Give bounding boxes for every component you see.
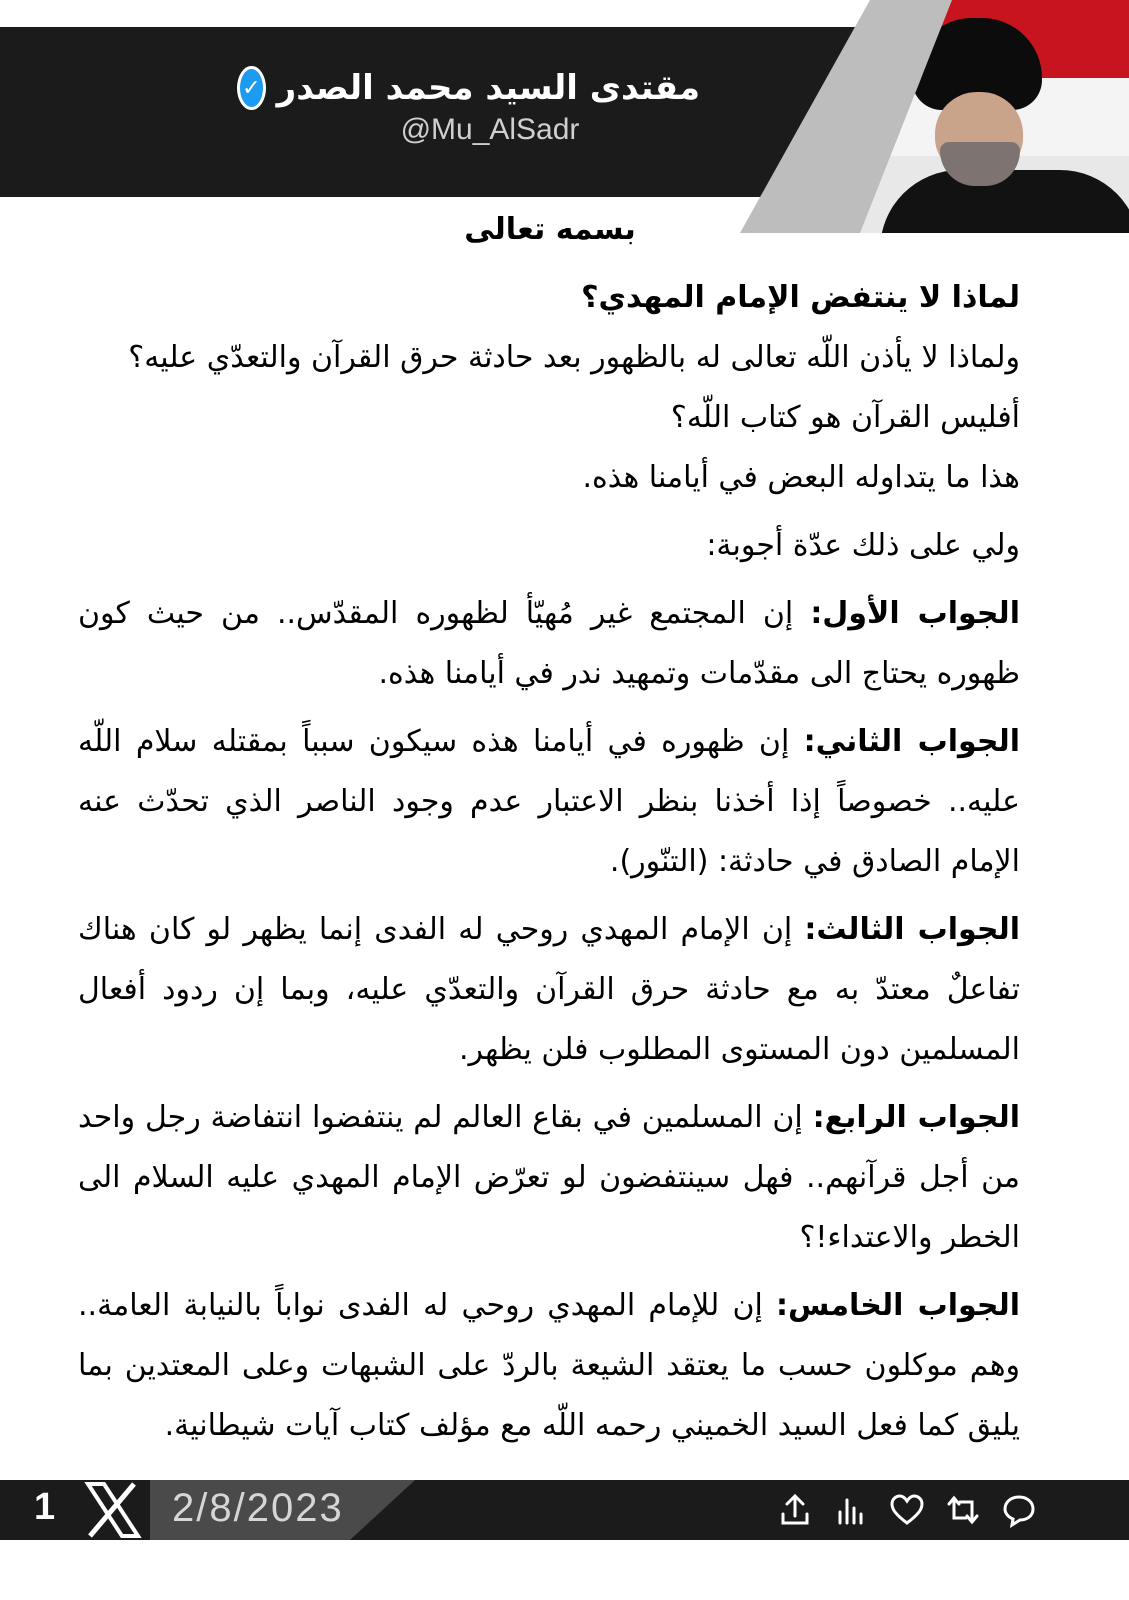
answer-paragraph — [78, 712, 1020, 892]
question-line: هذا ما يتداوله البعض في أيامنا هذه. — [582, 460, 1020, 495]
question-title: لماذا لا ينتفض الإمام المهدي؟ — [581, 280, 1020, 315]
retweet-icon[interactable] — [945, 1492, 981, 1528]
verified-badge-icon: ✓ — [240, 69, 263, 107]
answer-paragraph — [78, 1276, 1020, 1456]
answer-text: إن ظهوره في أيامنا هذه سيكون سبباً بمقتله سلام اللّه عليه.. خصوصاً إذا أخذنا بنظر الاعتبار عدم وجود الناصر الذي تحدّث عنه الإمام الصادق في حادثة: (التنّور). — [78, 724, 1020, 879]
account-name-row — [240, 62, 700, 114]
answer-label: الجواب الخامس: — [776, 1288, 1021, 1323]
views-icon[interactable] — [833, 1492, 869, 1528]
answer-text: إن المسلمين في بقاع العالم لم ينتفضوا انتفاضة رجل واحد من أجل قرآنهم.. فهل سينتفضون لو تعرّض الإمام المهدي عليه السلام الى الخطر والاعتداء!؟ — [78, 1100, 1020, 1255]
answer-text: إن للإمام المهدي روحي له الفدى نواباً بالنيابة العامة.. وهم موكلون حسب ما يعتقد الشيعة بالردّ على الشبهات وعلى المعتدين بما يليق كما فعل السيد الخميني رحمه اللّه مع مؤلف كتاب آيات شيطانية. — [78, 1288, 1020, 1443]
basmala-heading: بسمه تعالى — [464, 212, 636, 247]
answer-label: الجواب الثاني: — [803, 724, 1020, 759]
reply-icon[interactable] — [1001, 1492, 1037, 1528]
question-line: أفليس القرآن هو كتاب اللّه؟ — [670, 400, 1020, 435]
account-name[interactable]: مقتدى السيد محمد الصدر — [276, 68, 700, 108]
account-handle[interactable]: @Mu_AlSadr — [400, 113, 580, 146]
post-date: 2/8/2023 — [172, 1486, 344, 1530]
share-icon[interactable] — [777, 1492, 813, 1528]
question-line: ولماذا لا يأذن اللّه تعالى له بالظهور بعد حادثة حرق القرآن والتعدّي عليه؟ — [128, 340, 1020, 375]
answer-text: إن المجتمع غير مُهيّأ لظهوره المقدّس.. من حيث كون ظهوره يحتاج الى مقدّمات وتمهيد ندر في أيامنا هذه. — [78, 596, 1020, 691]
page-number: 1 — [34, 1486, 56, 1528]
answers-intro: ولي على ذلك عدّة أجوبة: — [706, 528, 1020, 563]
x-logo-icon — [82, 1482, 142, 1538]
post-text — [78, 268, 1020, 1464]
answer-paragraph — [78, 584, 1020, 704]
like-icon[interactable] — [889, 1492, 925, 1528]
answer-label: الجواب الثالث: — [804, 912, 1020, 947]
answer-paragraph — [78, 1088, 1020, 1268]
answer-text: إن الإمام المهدي روحي له الفدى إنما يظهر لو كان هناك تفاعلٌ معتدّ به مع حادثة حرق القرآن والتعدّي عليه، وبما إن ردود أفعال المسلمين دون المستوى المطلوب فلن يظهر. — [78, 912, 1020, 1067]
post-actions — [777, 1490, 1037, 1530]
answer-label: الجواب الرابع: — [812, 1100, 1020, 1135]
answer-paragraph — [78, 900, 1020, 1080]
answer-label: الجواب الأول: — [810, 596, 1020, 631]
